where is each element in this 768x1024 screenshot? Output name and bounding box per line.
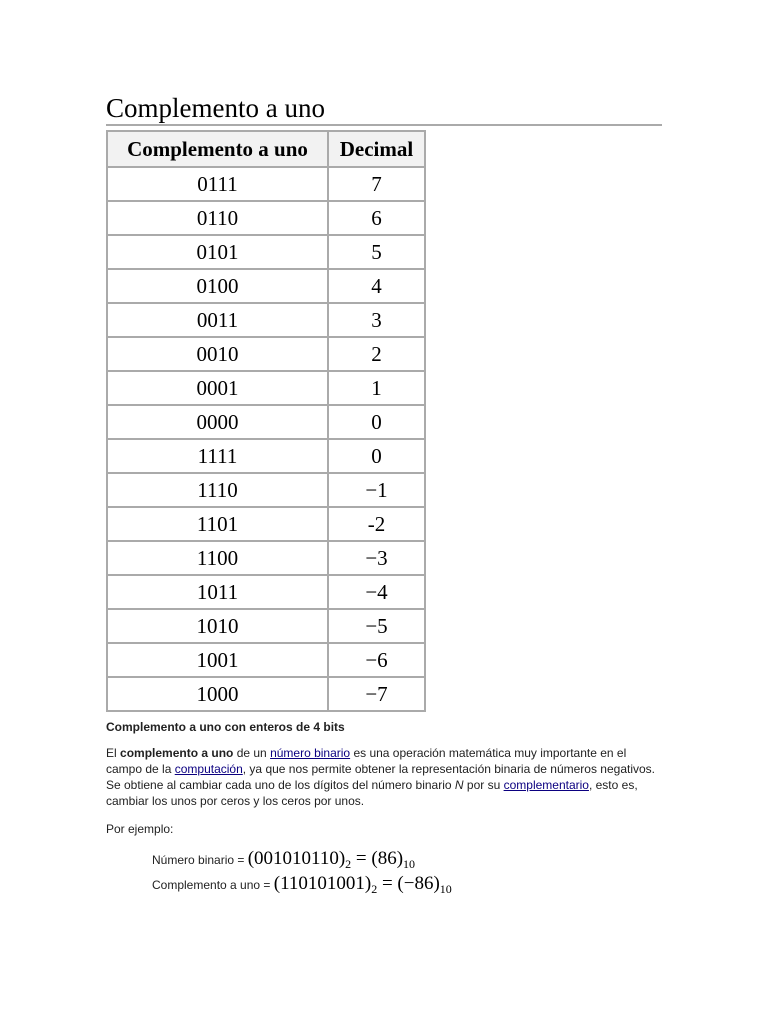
table-row: [107, 269, 425, 303]
example-label: Por ejemplo:: [106, 822, 174, 836]
formula-lhs-base: 2: [371, 882, 378, 896]
formula-math: [274, 873, 452, 894]
binary-cell: 1110: [107, 473, 328, 507]
table-row: [107, 439, 425, 473]
decimal-cell: 1: [328, 371, 425, 405]
binary-cell: 1100: [107, 541, 328, 575]
decimal-cell: −4: [328, 575, 425, 609]
binary-cell: 0010: [107, 337, 328, 371]
italic-variable: N: [454, 778, 464, 792]
binary-cell: 0110: [107, 201, 328, 235]
table-header-row: [107, 131, 425, 167]
formula-lhs: (001010110): [247, 848, 346, 869]
decimal-cell: −3: [328, 541, 425, 575]
table-row: [107, 677, 425, 711]
paragraph-text: El: [106, 746, 121, 760]
paragraph-text: , ya que nos permite obtener la representación binaria de números negativos. Se obtiene al cambiar cada uno de los dígitos del número binario: [106, 762, 656, 792]
table-row: [107, 167, 425, 201]
table-row: [107, 337, 425, 371]
decimal-cell: -2: [328, 507, 425, 541]
binary-cell: 1111: [107, 439, 328, 473]
decimal-cell: 2: [328, 337, 425, 371]
intro-paragraph: [106, 745, 656, 809]
table-row: [107, 609, 425, 643]
formula-rhs-base: 10: [439, 882, 452, 896]
binary-cell: 1010: [107, 609, 328, 643]
decimal-cell: −5: [328, 609, 425, 643]
binary-cell: 0011: [107, 303, 328, 337]
decimal-cell: −6: [328, 643, 425, 677]
table-row: [107, 405, 425, 439]
complement-table: [106, 130, 426, 712]
paragraph-text: de un: [233, 746, 271, 760]
formula-rhs: (−86): [397, 873, 440, 894]
decimal-cell: 3: [328, 303, 425, 337]
table-row: [107, 235, 425, 269]
formula-rhs: (86): [371, 848, 404, 869]
formula-label: Complemento a uno =: [152, 878, 274, 892]
column-header-decimal: Decimal: [328, 131, 425, 167]
formula-equals: =: [351, 848, 372, 869]
table-row: [107, 507, 425, 541]
link-numero-binario[interactable]: número binario: [270, 746, 351, 760]
table-caption: Complemento a uno con enteros de 4 bits: [106, 720, 345, 734]
decimal-cell: 5: [328, 235, 425, 269]
paragraph-text: por su: [463, 778, 504, 792]
decimal-cell: 4: [328, 269, 425, 303]
table-row: [107, 371, 425, 405]
link-computacion[interactable]: computación: [174, 762, 243, 776]
table-row: [107, 201, 425, 235]
binary-cell: 0111: [107, 167, 328, 201]
formula-math: [248, 848, 415, 869]
formula-label: Número binario =: [152, 853, 248, 867]
binary-cell: 1000: [107, 677, 328, 711]
formula-equals: =: [377, 873, 398, 894]
section-heading: Complemento a uno: [106, 92, 662, 126]
formula-lhs-base: 2: [345, 857, 352, 871]
formula-lhs: (110101001): [273, 873, 372, 894]
decimal-cell: −7: [328, 677, 425, 711]
decimal-cell: −1: [328, 473, 425, 507]
decimal-cell: 6: [328, 201, 425, 235]
decimal-cell: 0: [328, 439, 425, 473]
paragraph-text: es una operación matemática muy importante en el campo de la: [106, 746, 627, 776]
decimal-cell: 0: [328, 405, 425, 439]
column-header-complement: Complemento a uno: [107, 131, 328, 167]
binary-cell: 1101: [107, 507, 328, 541]
table-row: [107, 473, 425, 507]
binary-cell: 0001: [107, 371, 328, 405]
paragraph-text: , esto es, cambiar los unos por ceros y los ceros por unos.: [106, 778, 638, 808]
decimal-cell: 7: [328, 167, 425, 201]
table-row: [107, 541, 425, 575]
link-complementario[interactable]: complementario: [503, 778, 589, 792]
formula-complement: [152, 872, 662, 897]
bold-term: complemento a uno: [120, 746, 234, 760]
table-row: [107, 303, 425, 337]
formula-binary: [152, 847, 662, 872]
formula-rhs-base: 10: [403, 857, 416, 871]
binary-cell: 1011: [107, 575, 328, 609]
table-row: [107, 575, 425, 609]
table-row: [107, 643, 425, 677]
binary-cell: 0100: [107, 269, 328, 303]
binary-cell: 1001: [107, 643, 328, 677]
binary-cell: 0000: [107, 405, 328, 439]
binary-cell: 0101: [107, 235, 328, 269]
article-content: [106, 92, 662, 897]
